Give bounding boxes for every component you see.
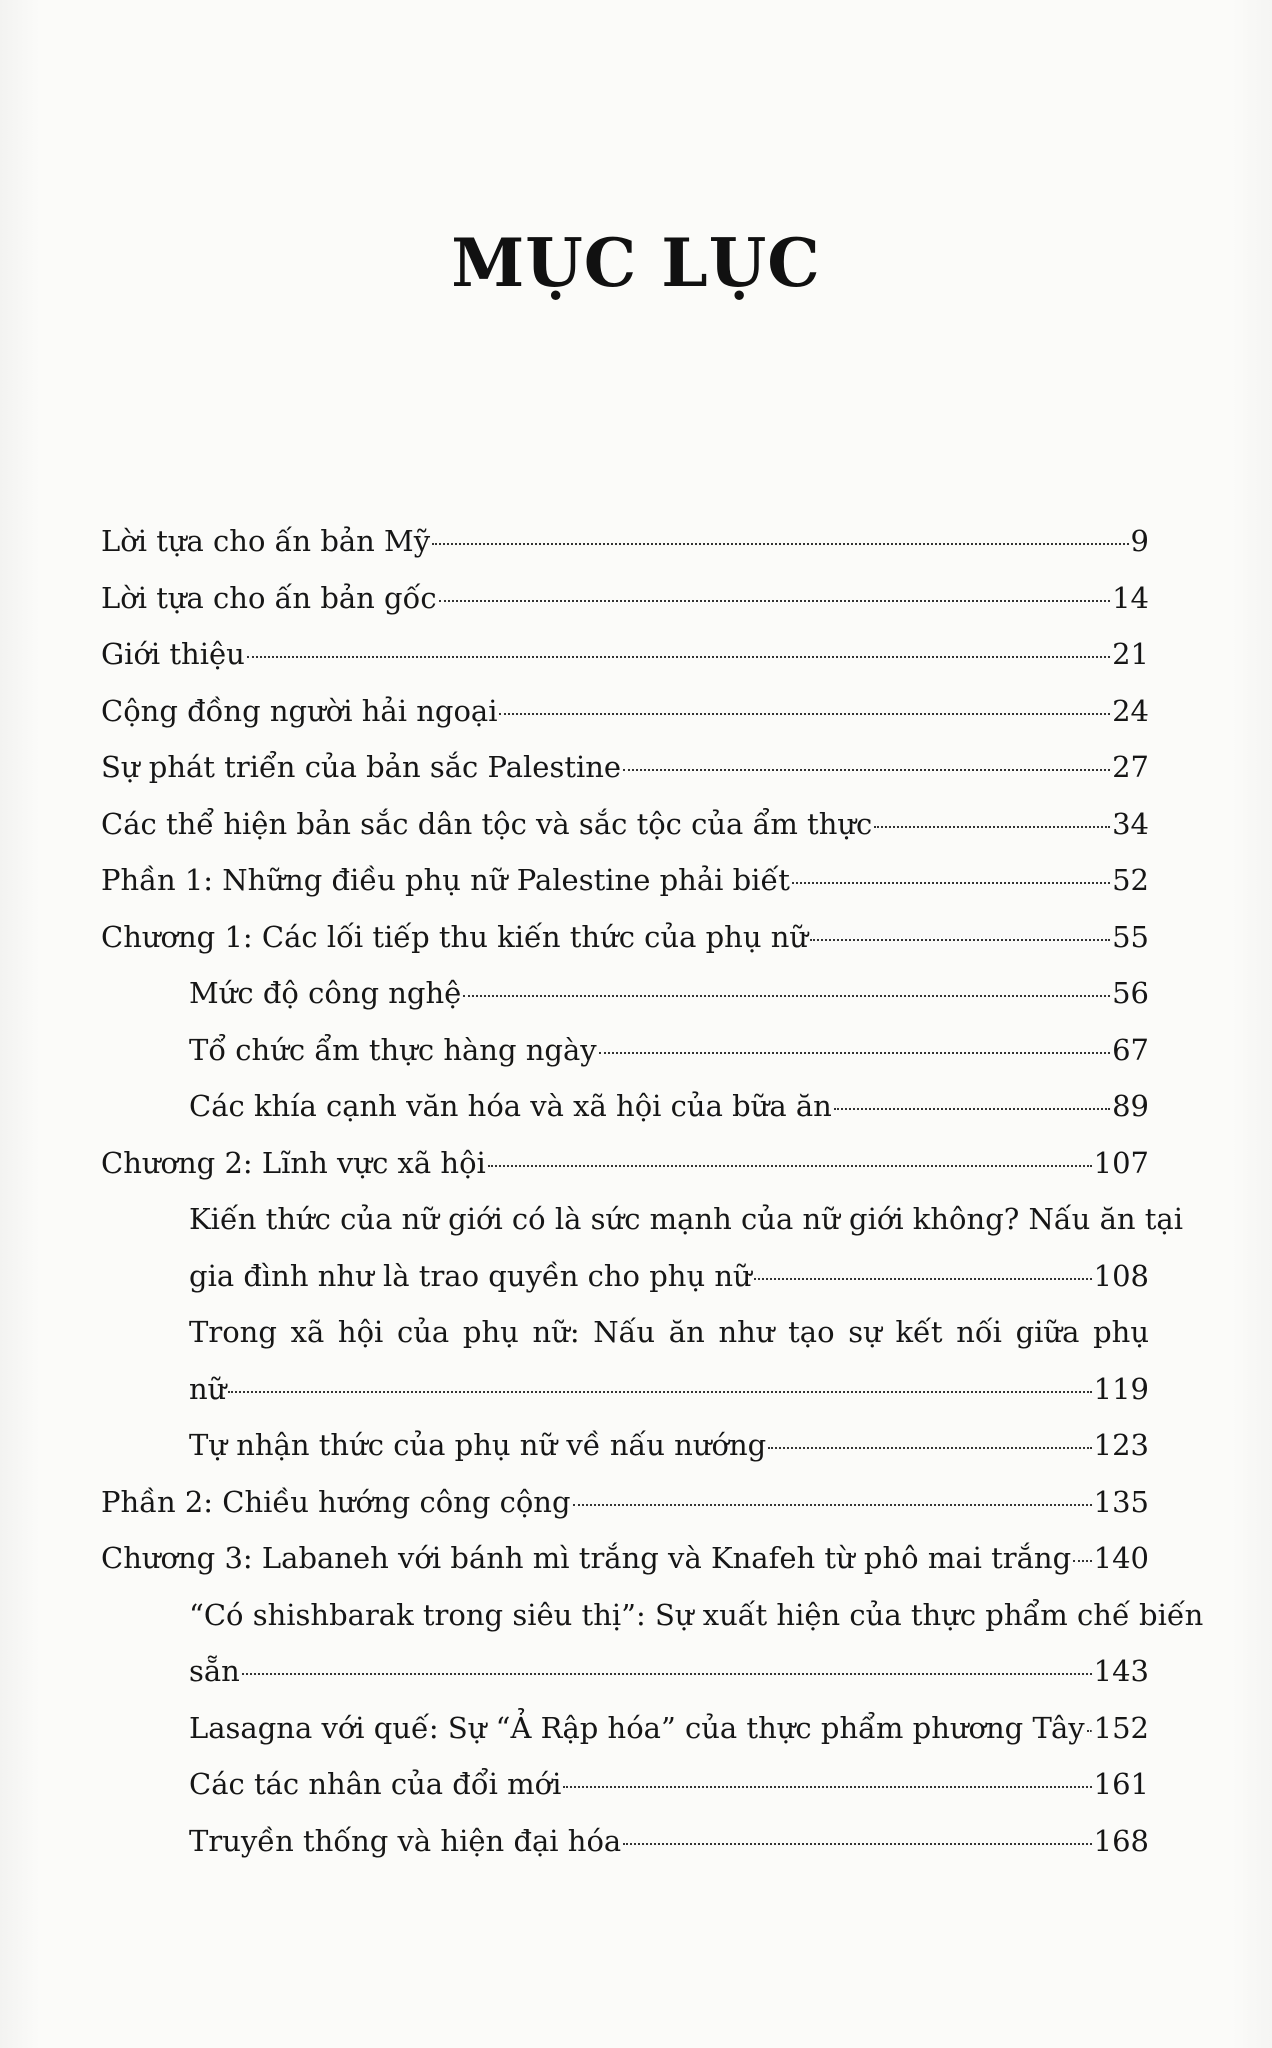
- toc-page-number: 89: [1112, 1089, 1149, 1123]
- dot-leader: [1087, 1730, 1092, 1732]
- dot-leader: [488, 1165, 1092, 1167]
- dot-leader: [432, 543, 1128, 545]
- toc-entry: [101, 1078, 1149, 1135]
- toc-entry: [101, 1700, 1149, 1757]
- dot-leader: [499, 713, 1110, 715]
- toc-page-number: 14: [1112, 580, 1149, 615]
- toc-entry-label: Chương 1: Các lối tiếp thu kiến thức của phụ nữ: [101, 919, 809, 954]
- toc-entry-label-continued: sẵn: [189, 1654, 240, 1688]
- toc-entry: [101, 965, 1149, 1022]
- toc-entry: [101, 1530, 1149, 1587]
- toc-page-number: 108: [1093, 1258, 1149, 1293]
- toc-entry-label: Lời tựa cho ấn bản gốc: [101, 580, 437, 615]
- toc-entry-continuation: [189, 1248, 1149, 1305]
- toc-entry-label: Các khía cạnh văn hóa và xã hội của bữa ăn: [189, 1089, 832, 1123]
- toc-page-number: 52: [1112, 863, 1149, 897]
- toc-entry-label: Mức độ công nghệ: [189, 976, 462, 1010]
- toc-entry: [101, 1191, 1183, 1304]
- toc-page-number: 168: [1093, 1823, 1149, 1858]
- toc-page-number: 107: [1093, 1145, 1149, 1180]
- toc-entry-label: Lời tựa cho ấn bản Mỹ: [101, 524, 431, 558]
- toc-entry: [101, 909, 1149, 966]
- toc-page-number: 21: [1112, 637, 1149, 671]
- toc-page-number: 161: [1093, 1767, 1149, 1801]
- toc-entry-label: Cộng đồng người hải ngoại: [101, 693, 498, 728]
- dot-leader: [810, 939, 1110, 941]
- toc-entry-label: Trong xã hội của phụ nữ: Nấu ăn như tạo sự kết nối giữa phụ: [189, 1315, 1149, 1349]
- dot-leader: [463, 995, 1110, 997]
- dot-leader: [242, 1673, 1092, 1675]
- dot-leader: [228, 1391, 1091, 1393]
- dot-leader: [1073, 1560, 1091, 1562]
- toc-page-number: 55: [1112, 919, 1149, 954]
- toc-entry: [101, 1417, 1149, 1474]
- dot-leader: [439, 600, 1110, 602]
- toc-page-number: 143: [1093, 1654, 1149, 1688]
- toc-entry: [101, 626, 1149, 683]
- toc-entry-label: Truyền thống và hiện đại hóa: [189, 1823, 622, 1858]
- toc-page-number: 119: [1093, 1371, 1149, 1406]
- dot-leader: [599, 1052, 1110, 1054]
- dot-leader: [768, 1447, 1091, 1449]
- toc-entry-label: Sự phát triển của bản sắc Palestine: [101, 750, 622, 784]
- toc-page-number: 24: [1112, 693, 1149, 728]
- dot-leader: [834, 1108, 1110, 1110]
- toc-entry-label: Tự nhận thức của phụ nữ về nấu nướng: [189, 1428, 767, 1462]
- toc-entry-label: Chương 2: Lĩnh vực xã hội: [101, 1145, 486, 1180]
- dot-leader: [563, 1786, 1091, 1788]
- toc-entry: [101, 1587, 1204, 1700]
- toc-page-number: 27: [1112, 750, 1149, 784]
- toc-entry-label-continued: gia đình như là trao quyền cho phụ nữ: [189, 1258, 752, 1293]
- toc-page-number: 152: [1093, 1710, 1149, 1745]
- toc-page-number: 9: [1130, 524, 1149, 558]
- toc-entry-continuation: [189, 1361, 1149, 1418]
- dot-leader: [573, 1504, 1092, 1506]
- toc-entry: [101, 852, 1149, 909]
- toc-entry: [101, 1474, 1149, 1531]
- toc-entry: [101, 1813, 1149, 1870]
- toc-entry-label: “Có shishbarak trong siêu thị”: Sự xuất hiện của thực phẩm chế biến: [189, 1597, 1204, 1632]
- toc-page-number: 56: [1112, 976, 1149, 1010]
- toc-entry-label: Tổ chức ẩm thực hàng ngày: [189, 1032, 597, 1067]
- toc-page-number: 135: [1093, 1484, 1149, 1519]
- toc-entry-label: Giới thiệu: [101, 637, 245, 671]
- toc-entry-continuation: [189, 1643, 1149, 1700]
- dot-leader: [623, 769, 1110, 771]
- toc-entry-label: Chương 3: Labaneh với bánh mì trắng và Knafeh từ phô mai trắng: [101, 1541, 1072, 1575]
- toc-page-number: 123: [1093, 1428, 1149, 1462]
- toc-page-number: 34: [1112, 806, 1149, 841]
- toc-entry-label: Các tác nhân của đổi mới: [189, 1767, 562, 1801]
- dot-leader: [874, 826, 1110, 828]
- table-of-contents: [101, 513, 1204, 1869]
- page-title: MỤC LỤC: [451, 224, 821, 303]
- toc-entry: [101, 570, 1149, 627]
- toc-page-number: 140: [1093, 1541, 1149, 1575]
- toc-entry: [101, 1756, 1149, 1813]
- toc-entry: [101, 683, 1149, 740]
- toc-entry-label: Phần 2: Chiều hướng công cộng: [101, 1484, 571, 1519]
- toc-entry-label: Lasagna với quế: Sự “Ả Rập hóa” của thực phẩm phương Tây: [189, 1710, 1085, 1745]
- dot-leader: [754, 1278, 1092, 1280]
- toc-entry-label-continued: nữ: [189, 1371, 227, 1406]
- toc-entry-label: Phần 1: Những điều phụ nữ Palestine phải biết: [101, 863, 790, 897]
- toc-entry: [101, 513, 1149, 570]
- toc-entry: [101, 796, 1149, 853]
- dot-leader: [792, 882, 1110, 884]
- toc-entry: [101, 1304, 1149, 1417]
- toc-entry: [101, 1022, 1149, 1079]
- toc-page-number: 67: [1112, 1032, 1149, 1067]
- toc-entry-label: Các thể hiện bản sắc dân tộc và sắc tộc của ẩm thực: [101, 806, 873, 841]
- dot-leader: [247, 656, 1110, 658]
- toc-entry: [101, 1135, 1149, 1192]
- dot-leader: [623, 1843, 1091, 1845]
- toc-entry: [101, 739, 1149, 796]
- toc-entry-label: Kiến thức của nữ giới có là sức mạnh của nữ giới không? Nấu ăn tại: [189, 1202, 1183, 1236]
